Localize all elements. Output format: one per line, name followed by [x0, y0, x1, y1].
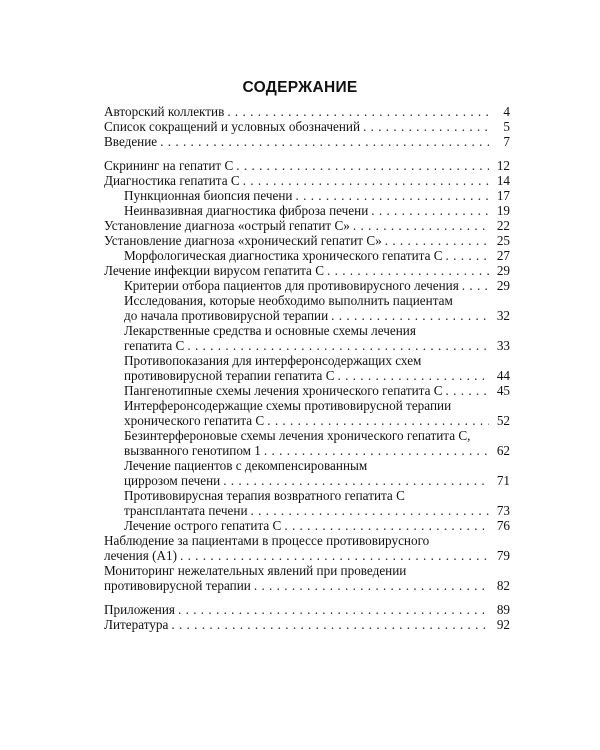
toc-entry-title: Установление диагноза «хронический гепатит С»: [104, 233, 382, 248]
toc-entry-title-cont: гепатита С: [124, 338, 185, 353]
toc-subentry[interactable]: [104, 428, 510, 458]
toc-entry-title: Установление диагноза «острый гепатит С»: [104, 218, 350, 233]
toc-entry[interactable]: [104, 563, 510, 593]
toc-page-number: 62: [496, 443, 510, 458]
toc-page-number: 5: [503, 119, 510, 134]
toc-page-number: 92: [496, 617, 510, 632]
dot-leader: [296, 188, 490, 203]
dot-leader: [446, 248, 489, 263]
toc-subentry[interactable]: [104, 518, 510, 533]
toc-page-number: 17: [496, 188, 510, 203]
page-title: СОДЕРЖАНИЕ: [242, 79, 358, 96]
toc-subentry[interactable]: [104, 293, 510, 323]
toc-entry[interactable]: [104, 134, 510, 149]
toc-entry-title: Лекарственные средства и основные схемы лечения: [124, 323, 416, 338]
toc-entry-title-cont: противовирусной терапии гепатита С: [124, 368, 335, 383]
toc-entry[interactable]: [104, 119, 510, 134]
toc-entry-title: Пангенотипные схемы лечения хронического гепатита С: [124, 383, 443, 398]
toc-page-number: 52: [496, 413, 510, 428]
dot-leader: [223, 473, 489, 488]
toc-page-number: 12: [496, 158, 510, 173]
dot-leader: [363, 119, 489, 134]
toc-page-number: 79: [496, 548, 510, 563]
toc-subentry[interactable]: [104, 383, 510, 398]
toc-entry[interactable]: [104, 602, 510, 617]
toc-entry-title: Литература: [104, 617, 169, 632]
dot-leader: [337, 368, 489, 383]
toc-entry-title: Противовирусная терапия возвратного гепатита С: [124, 488, 405, 503]
toc-page-number: 82: [496, 578, 510, 593]
dot-leader: [171, 617, 489, 632]
dot-leader: [264, 443, 489, 458]
dot-leader: [446, 383, 489, 398]
toc-page-number: 89: [496, 602, 510, 617]
toc-entry-title-cont: до начала противовирусной терапии: [124, 308, 329, 323]
dot-leader: [284, 518, 489, 533]
dot-leader: [160, 134, 489, 149]
toc-subentry[interactable]: [104, 488, 510, 518]
toc-entry-title: Интерферонсодержащие схемы противовирусной терапии: [124, 398, 452, 413]
toc-entry-title-cont: лечения (А1): [104, 548, 177, 563]
toc-entry[interactable]: [104, 104, 510, 119]
toc-entry-title-cont: трансплантата печени: [124, 503, 248, 518]
toc-entry-title: Исследования, которые необходимо выполнить пациентам: [124, 293, 453, 308]
dot-leader: [327, 263, 489, 278]
toc-entry-title-cont: хронического гепатита С: [124, 413, 265, 428]
toc-entry-title: Диагностика гепатита С: [104, 173, 240, 188]
toc-entry-title: Введение: [104, 134, 158, 149]
dot-leader: [462, 278, 489, 293]
toc-page-number: 73: [496, 503, 510, 518]
toc-page-number: 4: [503, 104, 510, 119]
toc-page-number: 29: [496, 263, 510, 278]
toc-entry-title-cont: противовирусной терапии: [104, 578, 251, 593]
dot-leader: [243, 173, 489, 188]
toc-subentry[interactable]: [104, 353, 510, 383]
toc-entry-title: Лечение острого гепатита С: [124, 518, 282, 533]
toc-page-number: 14: [496, 173, 510, 188]
dot-leader: [254, 578, 489, 593]
toc-page-number: 27: [496, 248, 510, 263]
toc-page-number: 71: [496, 473, 510, 488]
toc-entry-title: Лечение инфекции вирусом гепатита С: [104, 263, 325, 278]
dot-leader: [236, 158, 489, 173]
toc-entry[interactable]: [104, 617, 510, 632]
toc-page-number: 22: [496, 218, 510, 233]
toc-entry-title: Противопоказания для интерферонсодержащих схем: [124, 353, 422, 368]
toc-entry-title: Авторский коллектив: [104, 104, 225, 119]
toc-entry[interactable]: [104, 263, 510, 278]
toc-entry-title-cont: циррозом печени: [124, 473, 221, 488]
toc-entry-title: Приложения: [104, 602, 175, 617]
toc-entry-title: Лечение пациентов с декомпенсированным: [124, 458, 368, 473]
toc-entry[interactable]: [104, 158, 510, 173]
toc-page-number: 29: [496, 278, 510, 293]
toc-page-number: 7: [503, 134, 510, 149]
toc-entry-title: Мониторинг нежелательных явлений при проведении: [104, 563, 407, 578]
toc-entry-title: Список сокращений и условных обозначений: [104, 119, 360, 134]
toc-subentry[interactable]: [104, 188, 510, 203]
toc-entry[interactable]: [104, 233, 510, 248]
toc-page-number: 25: [496, 233, 510, 248]
toc-page-number: 19: [496, 203, 510, 218]
toc-entry-title: Критерии отбора пациентов для противовирусного лечения: [124, 278, 459, 293]
dot-leader: [187, 338, 489, 353]
dot-leader: [251, 503, 489, 518]
dot-leader: [331, 308, 489, 323]
toc-page-number: 45: [496, 383, 510, 398]
toc-subentry[interactable]: [104, 458, 510, 488]
toc-entry[interactable]: [104, 173, 510, 188]
toc-subentry[interactable]: [104, 248, 510, 263]
toc-subentry[interactable]: [104, 398, 510, 428]
toc-entry-title: Безинтерфероновые схемы лечения хронического гепатита С,: [124, 428, 471, 443]
dot-leader: [227, 104, 489, 119]
toc-entry[interactable]: [104, 218, 510, 233]
toc-subentry[interactable]: [104, 323, 510, 353]
toc-page-number: 33: [496, 338, 510, 353]
table-of-contents: [104, 104, 510, 632]
dot-leader: [178, 602, 489, 617]
toc-entry-title-cont: вызванного генотипом 1: [124, 443, 261, 458]
dot-leader: [385, 233, 489, 248]
dot-leader: [353, 218, 489, 233]
dot-leader: [267, 413, 489, 428]
toc-entry-title: Наблюдение за пациентами в процессе противовирусного: [104, 533, 430, 548]
dot-leader: [180, 548, 489, 563]
toc-subentry[interactable]: [104, 203, 510, 218]
toc-entry-title: Неинвазивная диагностика фиброза печени: [124, 203, 369, 218]
toc-entry-title: Пункционная биопсия печени: [124, 188, 293, 203]
toc-page-number: 32: [496, 308, 510, 323]
toc-entry[interactable]: [104, 533, 510, 563]
toc-subentry[interactable]: [104, 278, 510, 293]
toc-page-number: 44: [496, 368, 510, 383]
toc-entry-title: Морфологическая диагностика хронического гепатита С: [124, 248, 443, 263]
toc-entry-title: Скрининг на гепатит С: [104, 158, 234, 173]
toc-page-number: 76: [496, 518, 510, 533]
dot-leader: [371, 203, 489, 218]
